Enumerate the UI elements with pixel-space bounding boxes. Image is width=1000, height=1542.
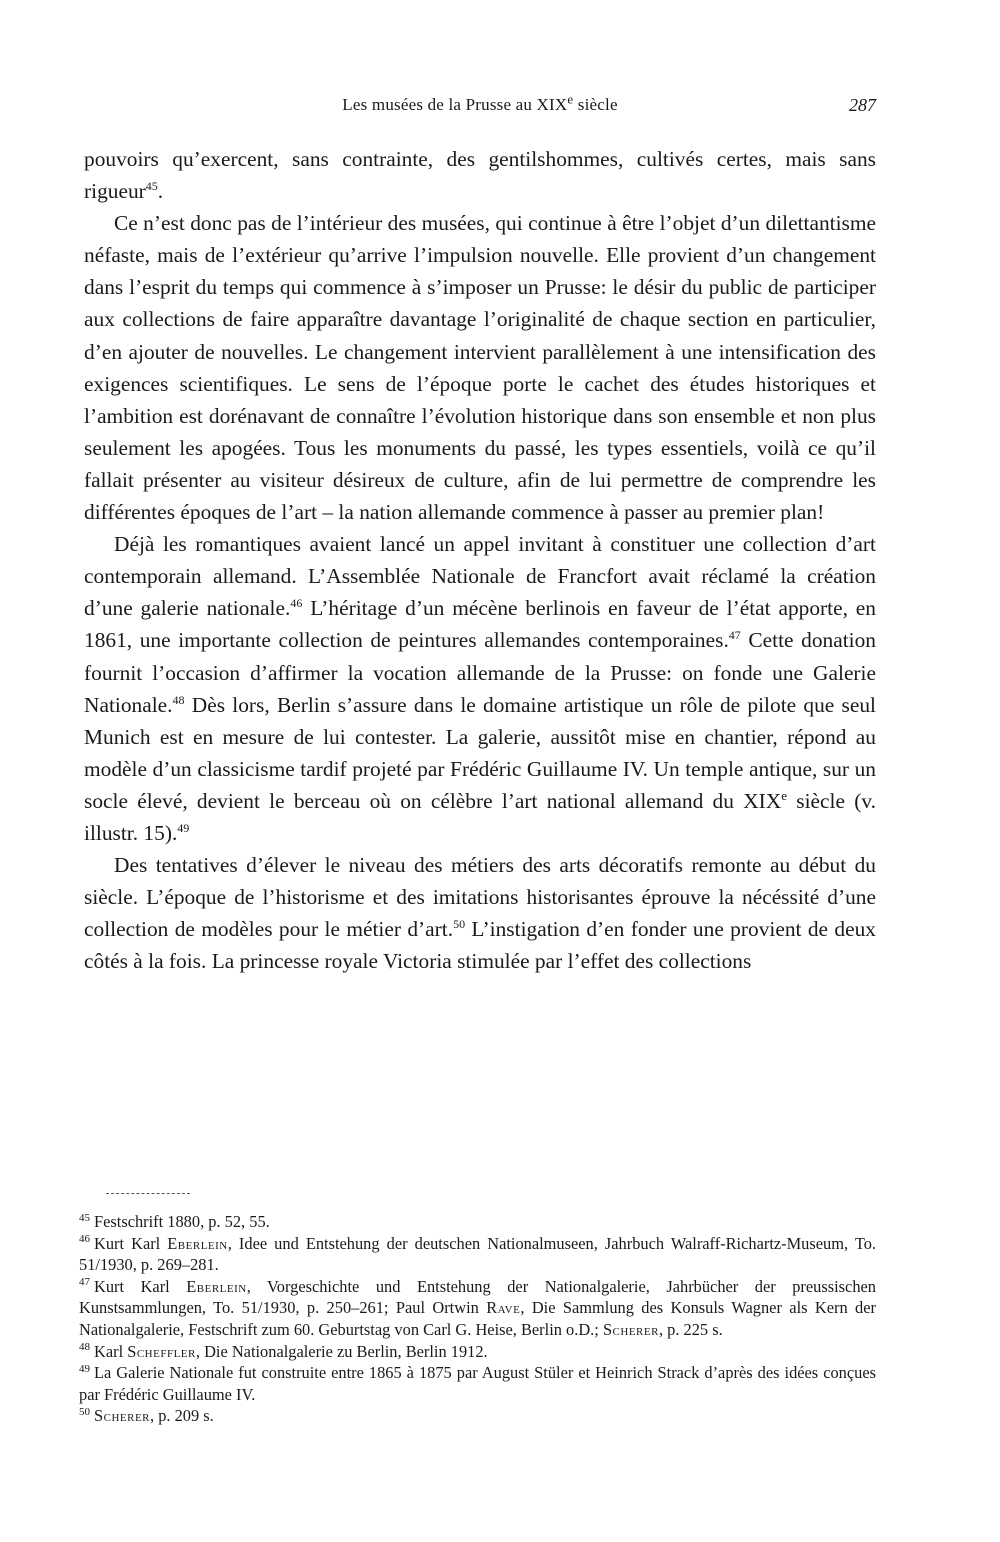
running-title-text: Les musées de la Prusse au XIX (342, 95, 568, 114)
footnote-ref-46[interactable]: 46 (290, 596, 303, 611)
footnote-text-c: , p. 225 s. (658, 1319, 723, 1339)
footnote-ref-48[interactable]: 48 (172, 692, 185, 707)
footnote-48 (79, 1341, 876, 1363)
footnote-number: 49 (79, 1362, 90, 1375)
footnote-author-surname: Scheffler (127, 1341, 196, 1361)
footnote-author-name: Kurt Karl (94, 1276, 187, 1296)
running-title-suffix: siècle (573, 95, 618, 114)
footnote-author-surname: Eberlein (167, 1233, 228, 1253)
paragraph-1-text: pouvoirs qu’exercent, sans contrainte, des gentilshommes, cultivés certes, mais sans rigueur (84, 147, 876, 204)
footnote-author-surname: Scherer (94, 1406, 151, 1426)
footnote-50 (79, 1405, 876, 1427)
footnote-author-surname-3: Scherer (602, 1319, 659, 1339)
footnote-ref-49[interactable]: 49 (177, 820, 190, 835)
footnote-number: 47 (79, 1276, 90, 1289)
footnote-text: Festschrift 1880, p. 52, 55. (94, 1212, 270, 1231)
footnote-text: , p. 209 s. (150, 1406, 214, 1426)
footnote-45 (79, 1211, 876, 1233)
footnote-text-a: , Vorgeschichte und Entstehung der Nationalgalerie, Jahrbücher der preussischen Kunstsammlungen, To. 51/1930, p. 250–261; Paul Ortwin (79, 1276, 876, 1318)
footnote-47 (79, 1276, 876, 1341)
page-number: 287 (849, 95, 876, 115)
footnote-author-surname-2: Rave (486, 1298, 521, 1318)
footnote-ref-50[interactable]: 50 (453, 917, 466, 932)
paragraph-4-text-a: Des tentatives d’élever le niveau des métiers des arts décoratifs remonte au début du siècle. L’époque de l’historisme et des imitations historisantes éprouve la nécéssité d’une collection de modèles pour le métier d’art. (84, 853, 876, 942)
page-header (84, 92, 876, 118)
footnote-divider (106, 1193, 190, 1194)
footnote-number: 50 (79, 1405, 90, 1418)
paragraph-3-text-d: Dès lors, Berlin s’assure dans le domaine artistique un rôle de pilote que seul Munich est en mesure de lui contester. La galerie, aussitôt mise en chantier, répond au modèle d’un classicisme tardif projeté par Frédéric Guillaume IV. Un temple antique, sur un socle élevé, devient le berceau où on célèbre l’art national allemand du XIX (84, 692, 876, 813)
paragraph-1 (84, 143, 876, 207)
paragraph-3-text-b: L’héritage d’un mécène berlinois en faveur de l’état apporte, en 1861, une importante collection de peintures allemandes contemporaines. (84, 596, 876, 653)
paragraph-2 (84, 207, 876, 528)
running-title (84, 92, 876, 118)
paragraph-3-text-c: Cette donation fournit l’occasion d’affirmer la vocation allemande de la Prusse: on fonde une Galerie Nationale. (84, 628, 876, 717)
footnote-author-name: Karl (94, 1341, 128, 1361)
footnote-number: 48 (79, 1341, 90, 1354)
footnote-text: , Die Nationalgalerie zu Berlin, Berlin 1912. (195, 1341, 488, 1361)
century-superscript: e (781, 787, 788, 803)
body-text (84, 143, 876, 977)
footnote-ref-45[interactable]: 45 (145, 178, 158, 193)
paragraph-1-end: . (157, 179, 164, 204)
footnote-49 (79, 1362, 876, 1405)
running-title-superscript: e (567, 91, 574, 107)
paragraph-3-text-e: siècle (v. illustr. 15). (84, 788, 876, 845)
footnote-text-b: , Die Sammlung des Konsuls Wagner als Kern der Nationalgalerie, Festschrift zum 60. Geburtstag von Carl G. Heise, Berlin o.D.; (79, 1298, 876, 1339)
footnote-number: 46 (79, 1233, 90, 1246)
footnote-author-surname: Eberlein (186, 1276, 247, 1296)
paragraph-3 (84, 528, 876, 849)
footnote-ref-47[interactable]: 47 (728, 628, 741, 643)
footnote-text: , Idee und Entstehung der deutschen Nationalmuseen, Jahrbuch Walraff-Richartz-Museum, To. 51/1930, p. 269–281. (79, 1233, 876, 1275)
paragraph-4 (84, 849, 876, 977)
paragraph-3-text-a: Déjà les romantiques avaient lancé un appel invitant à constituer une collection d’art contemporain allemand. L’Assemblée Nationale de Francfort avait réclamé la création d’une galerie nationale. (84, 532, 876, 621)
footnote-number: 45 (79, 1211, 90, 1224)
paragraph-4-text-b: L’instigation d’en fonder une provient de deux côtés à la fois. La princesse royale Victoria stimulée par l’effet des collections (84, 917, 876, 974)
footnote-46 (79, 1233, 876, 1276)
footnote-text: La Galerie Nationale fut construite entre 1865 à 1875 par August Stüler et Heinrich Strack d’après des idées conçues par Frédéric Guillaume IV. (79, 1363, 876, 1404)
footnote-author-name: Kurt Karl (94, 1233, 168, 1253)
footnotes (79, 1211, 876, 1427)
paragraph-2-text: Ce n’est donc pas de l’intérieur des musées, qui continue à être l’objet d’un dilettantisme néfaste, mais de l’extérieur qu’arrive l’impulsion nouvelle. Elle provient d’un changement dans l’esprit du temps qui commence à s’imposer un Prusse: le désir du public de participer aux collections de faire apparaître davantage l’originalité de chaque section en particulier, d’en ajouter de nouvelles. Le changement intervient parallèlement à une intensification des exigences scientifiques. Le sens de l’époque porte le cachet des études historiques et l’ambition est dorénavant de connaître l’évolution historique dans son ensemble et non plus seulement les apogées. Tous les monuments du passé, les types essentiels, voilà ce qu’il fallait présenter au visiteur désireux de culture, afin de lui permettre de comprendre les différentes époques de l’art – la nation allemande commence à passer au premier plan! (84, 211, 876, 525)
